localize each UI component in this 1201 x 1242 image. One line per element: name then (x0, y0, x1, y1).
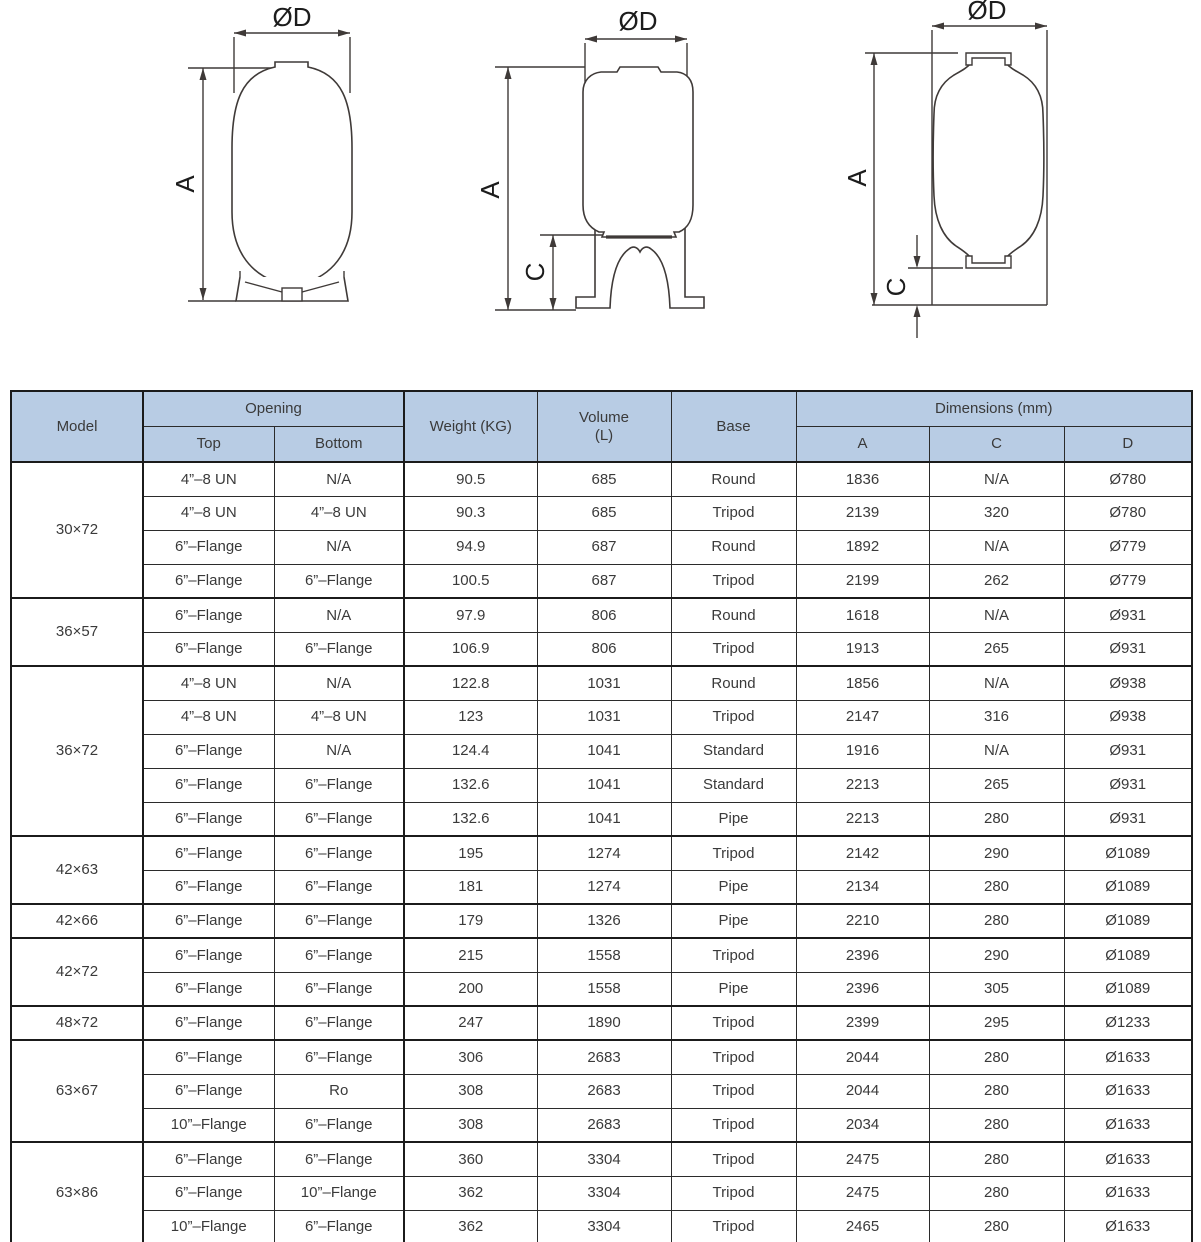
spec-cell: 1031 (537, 700, 671, 734)
spec-cell: Ø1089 (1064, 870, 1192, 904)
spec-cell: 687 (537, 530, 671, 564)
table-row (11, 972, 1192, 1006)
spec-cell: Ø1633 (1064, 1142, 1192, 1176)
spec-cell: 195 (404, 836, 537, 870)
col-header-bottom: Bottom (274, 427, 404, 463)
spec-cell: Ø1633 (1064, 1040, 1192, 1074)
spec-cell: 6”–Flange (143, 564, 274, 598)
spec-cell: 4”–8 UN (143, 496, 274, 530)
spec-cell: 2213 (796, 768, 929, 802)
spec-cell: 280 (929, 1074, 1064, 1108)
spec-cell: 1558 (537, 938, 671, 972)
table-row (11, 496, 1192, 530)
spec-cell: 4”–8 UN (143, 666, 274, 700)
spec-cell: 280 (929, 1108, 1064, 1142)
spec-cell: 1890 (537, 1006, 671, 1040)
spec-cell: Ø931 (1064, 598, 1192, 632)
drawing-tank-tripod-base (460, 0, 740, 340)
spec-cell: 1618 (796, 598, 929, 632)
spec-cell: 306 (404, 1040, 537, 1074)
table-row (11, 836, 1192, 870)
spec-cell: 2399 (796, 1006, 929, 1040)
spec-cell: 100.5 (404, 564, 537, 598)
spec-cell: N/A (929, 462, 1064, 496)
spec-cell: 262 (929, 564, 1064, 598)
spec-cell: 6”–Flange (274, 836, 404, 870)
table-row (11, 802, 1192, 836)
spec-cell: 94.9 (404, 530, 537, 564)
table-row (11, 1142, 1192, 1176)
model-cell: 63×86 (11, 1142, 143, 1242)
spec-cell: 308 (404, 1074, 537, 1108)
spec-cell: 1041 (537, 802, 671, 836)
spec-cell: 687 (537, 564, 671, 598)
spec-cell: 1558 (537, 972, 671, 1006)
spec-cell: 806 (537, 598, 671, 632)
table-row (11, 666, 1192, 700)
spec-cell: 6”–Flange (143, 1176, 274, 1210)
spec-cell: Pipe (671, 904, 796, 938)
spec-cell: 1326 (537, 904, 671, 938)
drawing-tank-flanged (820, 0, 1110, 340)
spec-cell: 1274 (537, 836, 671, 870)
spec-cell: 280 (929, 1142, 1064, 1176)
table-row (11, 530, 1192, 564)
spec-cell: 10”–Flange (143, 1210, 274, 1242)
spec-cell: 1274 (537, 870, 671, 904)
spec-cell: 6”–Flange (143, 836, 274, 870)
spec-cell: 316 (929, 700, 1064, 734)
spec-cell: 320 (929, 496, 1064, 530)
spec-cell: N/A (929, 598, 1064, 632)
spec-cell: 132.6 (404, 802, 537, 836)
spec-cell: 6”–Flange (143, 1040, 274, 1074)
spec-cell: 2044 (796, 1074, 929, 1108)
table-row (11, 462, 1192, 496)
spec-cell: 90.3 (404, 496, 537, 530)
spec-cell: 181 (404, 870, 537, 904)
spec-cell: Round (671, 462, 796, 496)
spec-cell: 97.9 (404, 598, 537, 632)
spec-cell: Standard (671, 768, 796, 802)
table-row (11, 1006, 1192, 1040)
spec-cell: Ø1089 (1064, 938, 1192, 972)
spec-cell: 1836 (796, 462, 929, 496)
spec-cell: 124.4 (404, 734, 537, 768)
spec-cell: Ø779 (1064, 530, 1192, 564)
spec-cell: Tripod (671, 1210, 796, 1242)
spec-cell: 2683 (537, 1074, 671, 1108)
spec-cell: 2199 (796, 564, 929, 598)
spec-cell: Ø1633 (1064, 1176, 1192, 1210)
spec-cell: 280 (929, 1210, 1064, 1242)
spec-cell: Ø931 (1064, 802, 1192, 836)
spec-cell: Ø938 (1064, 666, 1192, 700)
spec-cell: 6”–Flange (274, 632, 404, 666)
col-header-c: C (929, 427, 1064, 463)
spec-cell: Tripod (671, 1176, 796, 1210)
spec-cell: 2683 (537, 1040, 671, 1074)
model-cell: 42×72 (11, 938, 143, 1006)
spec-cell: 362 (404, 1210, 537, 1242)
table-row (11, 938, 1192, 972)
col-header-volume (537, 391, 671, 462)
spec-cell: 6”–Flange (143, 904, 274, 938)
spec-cell: 4”–8 UN (143, 700, 274, 734)
spec-cell: Tripod (671, 1142, 796, 1176)
spec-cell: 308 (404, 1108, 537, 1142)
spec-cell: Tripod (671, 1108, 796, 1142)
table-row (11, 1040, 1192, 1074)
spec-cell: Pipe (671, 802, 796, 836)
spec-cell: Round (671, 530, 796, 564)
spec-cell: 2044 (796, 1040, 929, 1074)
spec-cell: 132.6 (404, 768, 537, 802)
table-row (11, 1108, 1192, 1142)
spec-cell: Tripod (671, 632, 796, 666)
spec-table (10, 390, 1193, 1242)
spec-cell: Ø931 (1064, 632, 1192, 666)
clearance-label: C (881, 277, 911, 297)
diameter-label: ØD (272, 2, 312, 32)
tank-outline (933, 63, 1044, 258)
col-header-model: Model (11, 391, 143, 462)
col-header-a: A (796, 427, 929, 463)
spec-cell: Ø1089 (1064, 972, 1192, 1006)
spec-cell: 6”–Flange (274, 870, 404, 904)
col-header-dimensions: Dimensions (mm) (796, 391, 1192, 427)
spec-cell: 360 (404, 1142, 537, 1176)
spec-cell: Ø779 (1064, 564, 1192, 598)
model-cell: 63×67 (11, 1040, 143, 1142)
spec-cell: 1856 (796, 666, 929, 700)
spec-cell: 280 (929, 1176, 1064, 1210)
spec-cell: 106.9 (404, 632, 537, 666)
spec-cell: 6”–Flange (274, 904, 404, 938)
spec-cell: 6”–Flange (143, 598, 274, 632)
volume-label-line2: (L) (594, 426, 614, 444)
model-cell: 36×57 (11, 598, 143, 666)
spec-cell: 123 (404, 700, 537, 734)
spec-cell: Pipe (671, 972, 796, 1006)
spec-cell: 2139 (796, 496, 929, 530)
model-cell: 42×63 (11, 836, 143, 904)
spec-cell: N/A (274, 734, 404, 768)
spec-cell: 290 (929, 836, 1064, 870)
spec-cell: 362 (404, 1176, 537, 1210)
spec-cell: 200 (404, 972, 537, 1006)
diameter-label: ØD (967, 0, 1007, 25)
spec-cell: 265 (929, 632, 1064, 666)
spec-cell: 2134 (796, 870, 929, 904)
spec-cell: 6”–Flange (143, 632, 274, 666)
table-row (11, 1210, 1192, 1242)
height-label: A (475, 181, 505, 199)
spec-cell: 806 (537, 632, 671, 666)
diameter-label: ØD (618, 6, 658, 36)
spec-cell: N/A (929, 734, 1064, 768)
spec-cell: N/A (929, 530, 1064, 564)
spec-cell: Pipe (671, 870, 796, 904)
spec-cell: 90.5 (404, 462, 537, 496)
spec-cell: 280 (929, 1040, 1064, 1074)
spec-cell: Standard (671, 734, 796, 768)
table-row (11, 632, 1192, 666)
spec-cell: Ø1089 (1064, 836, 1192, 870)
spec-cell: Tripod (671, 836, 796, 870)
spec-cell: 1031 (537, 666, 671, 700)
spec-cell: Tripod (671, 938, 796, 972)
spec-cell: 6”–Flange (143, 870, 274, 904)
spec-cell: 6”–Flange (274, 768, 404, 802)
spec-cell: 10”–Flange (143, 1108, 274, 1142)
spec-cell: 6”–Flange (274, 802, 404, 836)
spec-cell: 6”–Flange (143, 938, 274, 972)
clearance-label: C (520, 262, 550, 282)
height-label: A (170, 175, 200, 193)
spec-cell: 2475 (796, 1142, 929, 1176)
spec-cell: Tripod (671, 1006, 796, 1040)
table-row (11, 1074, 1192, 1108)
spec-cell: 280 (929, 904, 1064, 938)
spec-cell: Tripod (671, 700, 796, 734)
spec-cell: 6”–Flange (143, 972, 274, 1006)
spec-cell: 6”–Flange (143, 768, 274, 802)
spec-cell: 2213 (796, 802, 929, 836)
col-header-base: Base (671, 391, 796, 462)
spec-cell: 2147 (796, 700, 929, 734)
spec-cell: Round (671, 666, 796, 700)
table-row (11, 870, 1192, 904)
model-cell: 48×72 (11, 1006, 143, 1040)
table-row (11, 768, 1192, 802)
spec-cell: N/A (274, 598, 404, 632)
height-label: A (842, 169, 872, 187)
spec-cell: 305 (929, 972, 1064, 1006)
spec-cell: Ø1633 (1064, 1210, 1192, 1242)
volume-label-line1: Volume (578, 409, 630, 427)
spec-cell: 1892 (796, 530, 929, 564)
spec-cell: Round (671, 598, 796, 632)
spec-cell: 6”–Flange (143, 1142, 274, 1176)
spec-cell: 6”–Flange (274, 1108, 404, 1142)
spec-cell: Tripod (671, 1074, 796, 1108)
spec-cell: 6”–Flange (274, 1006, 404, 1040)
spec-cell: 247 (404, 1006, 537, 1040)
spec-cell: N/A (274, 462, 404, 496)
spec-cell: 6”–Flange (274, 972, 404, 1006)
spec-cell: N/A (274, 666, 404, 700)
spec-cell: 3304 (537, 1142, 671, 1176)
spec-cell: 2683 (537, 1108, 671, 1142)
spec-cell: N/A (274, 530, 404, 564)
spec-cell: 1041 (537, 734, 671, 768)
spec-table-body (11, 462, 1192, 1242)
spec-cell: Ø1089 (1064, 904, 1192, 938)
spec-cell: 2475 (796, 1176, 929, 1210)
spec-cell: Ro (274, 1074, 404, 1108)
spec-cell: 6”–Flange (143, 1006, 274, 1040)
spec-cell: Ø931 (1064, 734, 1192, 768)
spec-cell: Tripod (671, 496, 796, 530)
spec-cell: 2210 (796, 904, 929, 938)
drawing-tank-round-base (140, 0, 390, 335)
spec-cell: 1041 (537, 768, 671, 802)
spec-cell: 2034 (796, 1108, 929, 1142)
spec-cell: 6”–Flange (143, 734, 274, 768)
table-row (11, 734, 1192, 768)
spec-table-header (11, 391, 1192, 462)
spec-cell: Ø1633 (1064, 1108, 1192, 1142)
dimension-arrows (871, 23, 1048, 318)
spec-cell: 280 (929, 870, 1064, 904)
model-cell: 36×72 (11, 666, 143, 836)
spec-cell: 2396 (796, 972, 929, 1006)
spec-cell: 685 (537, 496, 671, 530)
table-row (11, 700, 1192, 734)
spec-cell: 122.8 (404, 666, 537, 700)
spec-cell: 3304 (537, 1210, 671, 1242)
table-row (11, 904, 1192, 938)
col-header-opening: Opening (143, 391, 404, 427)
spec-cell: 4”–8 UN (143, 462, 274, 496)
spec-cell: 6”–Flange (274, 1210, 404, 1242)
tank-outline (232, 62, 352, 301)
spec-cell: 2396 (796, 938, 929, 972)
spec-cell: 1913 (796, 632, 929, 666)
spec-cell: 280 (929, 802, 1064, 836)
spec-cell: 4”–8 UN (274, 700, 404, 734)
spec-cell: Ø780 (1064, 496, 1192, 530)
spec-cell: 6”–Flange (274, 938, 404, 972)
spec-cell: Tripod (671, 564, 796, 598)
flange-fittings (966, 53, 1011, 268)
spec-cell: Ø1633 (1064, 1074, 1192, 1108)
spec-cell: 4”–8 UN (274, 496, 404, 530)
spec-cell: 295 (929, 1006, 1064, 1040)
table-row (11, 564, 1192, 598)
spec-cell: 6”–Flange (274, 1142, 404, 1176)
spec-cell: 685 (537, 462, 671, 496)
spec-cell: 6”–Flange (143, 1074, 274, 1108)
spec-cell: Tripod (671, 1040, 796, 1074)
spec-cell: 290 (929, 938, 1064, 972)
spec-cell: 3304 (537, 1176, 671, 1210)
spec-cell: Ø1233 (1064, 1006, 1192, 1040)
spec-cell: 2465 (796, 1210, 929, 1242)
col-header-top: Top (143, 427, 274, 463)
col-header-d: D (1064, 427, 1192, 463)
spec-cell: Ø780 (1064, 462, 1192, 496)
spec-cell: 6”–Flange (143, 802, 274, 836)
col-header-weight: Weight (KG) (404, 391, 537, 462)
spec-cell: 265 (929, 768, 1064, 802)
spec-cell: Ø938 (1064, 700, 1192, 734)
spec-cell: N/A (929, 666, 1064, 700)
spec-cell: Ø931 (1064, 768, 1192, 802)
tank-outline (583, 67, 693, 237)
model-cell: 30×72 (11, 462, 143, 598)
spec-cell: 10”–Flange (274, 1176, 404, 1210)
table-row (11, 1176, 1192, 1210)
table-row (11, 598, 1192, 632)
spec-cell: 215 (404, 938, 537, 972)
spec-cell: 2142 (796, 836, 929, 870)
model-cell: 42×66 (11, 904, 143, 938)
spec-cell: 6”–Flange (274, 564, 404, 598)
spec-cell: 1916 (796, 734, 929, 768)
spec-cell: 179 (404, 904, 537, 938)
spec-cell: 6”–Flange (274, 1040, 404, 1074)
spec-cell: 6”–Flange (143, 530, 274, 564)
